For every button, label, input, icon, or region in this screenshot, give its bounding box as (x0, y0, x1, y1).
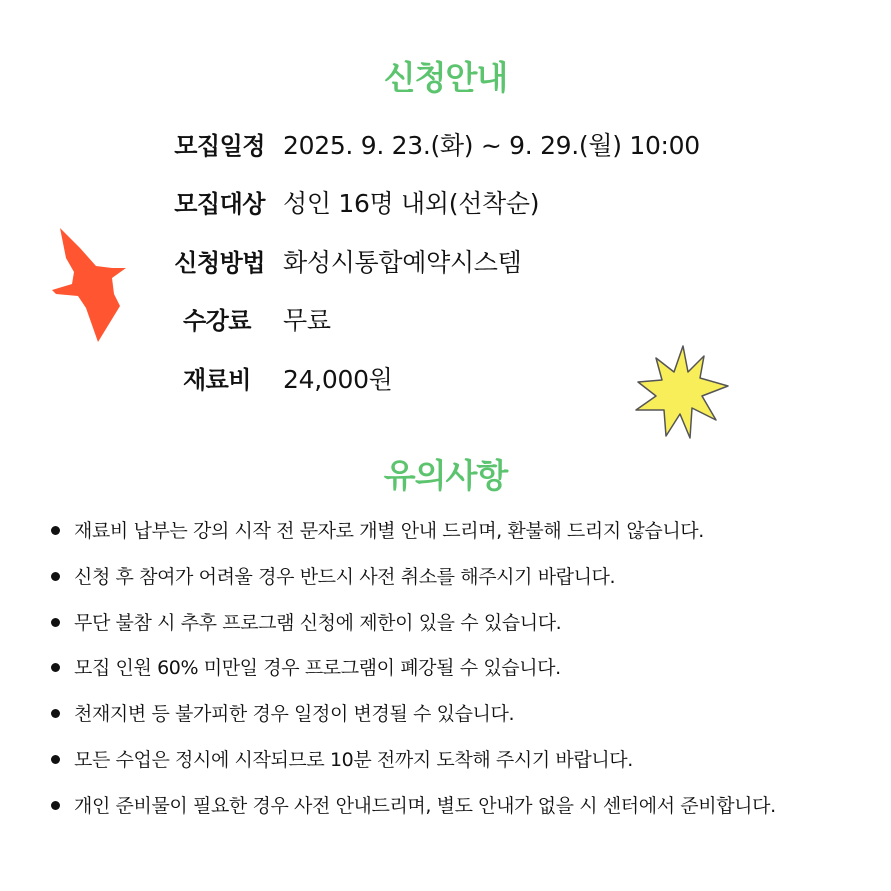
note-text: 모든 수업은 정시에 시작되므로 10분 전까지 도착해 주시기 바랍니다. (74, 748, 633, 771)
info-row-method (0, 243, 891, 283)
info-value: 성인 16명 내외(선착순) (283, 189, 540, 218)
red-bird-icon (50, 228, 130, 344)
list-item (0, 697, 891, 743)
list-item (0, 651, 891, 697)
info-label: 수강료 (182, 307, 251, 335)
bullet-icon (51, 801, 60, 810)
note-text: 모집 인원 60% 미만일 경우 프로그램이 폐강될 수 있습니다. (74, 657, 561, 680)
info-value: 24,000원 (283, 365, 393, 394)
info-label: 모집일정 (174, 132, 265, 160)
note-text: 천재지변 등 불가피한 경우 일정이 변경될 수 있습니다. (74, 703, 515, 726)
note-text: 개인 준비물이 필요한 경우 사전 안내드리며, 별도 안내가 없을 시 센터에서 준비합니다. (74, 794, 776, 817)
info-label: 모집대상 (174, 190, 265, 218)
bullet-icon (51, 709, 60, 718)
apply-section-title: 신청안내 (383, 58, 508, 97)
list-item (0, 560, 891, 606)
note-text: 신청 후 참여가 어려울 경우 반드시 사전 취소를 해주시기 바랍니다. (74, 565, 616, 588)
list-item (0, 514, 891, 560)
info-value: 무료 (283, 306, 331, 335)
info-value: 화성시통합예약시스템 (283, 248, 522, 277)
info-label: 신청방법 (174, 249, 265, 277)
list-item (0, 789, 891, 835)
info-label: 재료비 (182, 366, 251, 394)
note-text: 무단 불참 시 추후 프로그램 신청에 제한이 있을 수 있습니다. (74, 611, 562, 634)
note-text: 재료비 납부는 강의 시작 전 문자로 개별 안내 드리며, 환불해 드리지 않습니다. (74, 520, 704, 542)
info-row-schedule (0, 126, 891, 166)
bullet-icon (51, 755, 60, 764)
bullet-icon (51, 618, 60, 627)
yellow-star-icon (630, 342, 730, 442)
info-row-material-cost (0, 360, 891, 400)
notes-list (0, 514, 891, 835)
info-row-target (0, 184, 891, 224)
bullet-icon (51, 526, 60, 535)
bullet-icon (51, 663, 60, 672)
info-row-fee (0, 301, 891, 341)
bullet-icon (51, 572, 60, 581)
notes-section-title: 유의사항 (383, 456, 508, 495)
list-item (0, 606, 891, 652)
list-item (0, 743, 891, 789)
info-value: 2025. 9. 23.(화) ~ 9. 29.(월) 10:00 (283, 131, 700, 160)
